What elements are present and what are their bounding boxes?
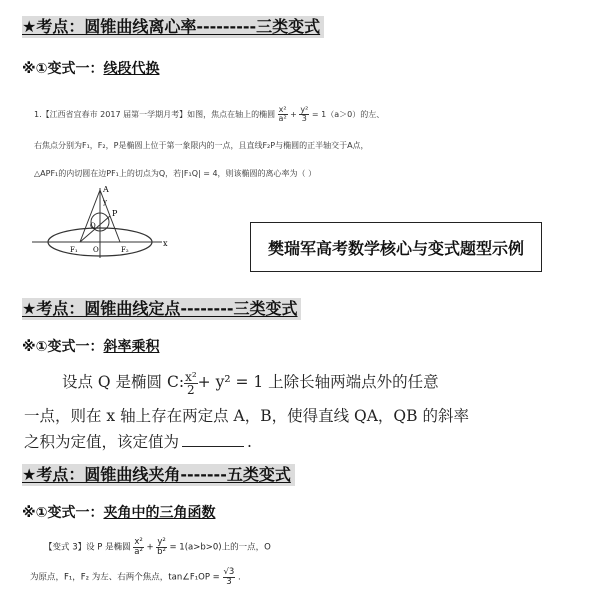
label-o: O <box>93 246 99 254</box>
label-x: x <box>163 239 168 248</box>
problem-2-line-3: 之积为定值，该定值为 . <box>24 433 252 451</box>
answer-blank <box>182 445 244 447</box>
problem-1-frac-1: $\frac{\text{x²}}{\text{a²}}$ <box>278 105 287 123</box>
problem-3-frac-2: $\frac{\text{y²}}{\text{b²}}$ <box>157 537 166 557</box>
variant-title-1: ※①变式一：线段代换 <box>22 61 160 77</box>
section-heading-angle: ★考点：圆锥曲线夹角-------五类变式 <box>22 462 295 485</box>
label-f2: F₂ <box>121 246 129 254</box>
problem-2-line-2: 一点，则在 x 轴上存在两定点 A，B，使得直线 QA，QB 的斜率 <box>24 407 469 425</box>
problem-2-frac: $\frac{\text{x²}}{2}$ <box>185 369 197 397</box>
label-q: Q <box>90 222 96 230</box>
problem-3-frac-1: $\frac{\text{x²}}{\text{a²}}$ <box>134 537 143 557</box>
line-f1-a <box>80 190 100 242</box>
label-p: P <box>112 209 118 218</box>
label-f1: F₁ <box>70 246 78 254</box>
problem-3-frac-3: $\frac{√3}{3}$ <box>223 567 235 587</box>
section-heading-fixed-point: ★考点：圆锥曲线定点--------三类变式 <box>22 296 301 319</box>
label-y: y <box>103 198 107 206</box>
problem-1-line-2: 右焦点分别为F₁，F₂，P是椭圆上位于第一象限内的一点，且直线F₂P与椭圆的正半轴交于A点， <box>34 141 369 150</box>
ellipse-figure <box>30 182 170 260</box>
variant-title-3: ※①变式一：夹角中的三角函数 <box>22 505 216 521</box>
label-a: A <box>103 185 109 194</box>
section-heading-eccentricity: ★考点：圆锥曲线离心率---------三类变式 <box>22 14 324 37</box>
problem-2-line-1: 设点 Q 是椭圆 C: $\frac{\text{x²}}{2}$ + y² = 1 上除长轴两端点外的任意 <box>62 369 439 397</box>
problem-1-frac-2: $\frac{\text{y²}}{3}$ <box>300 105 309 123</box>
overlay-caption-box <box>250 222 542 272</box>
problem-1-line-3: △APF₁的内切圆在边PF₁上的切点为Q，若|F₁Q| = 4，则该椭圆的离心率为（ ） <box>34 169 317 178</box>
problem-3-line-1: 【变式 3】设 P 是椭圆 $\frac{\text{x²}}{\text{a²}}$ + $\frac{\text{y²}}{\text{b²}}$ = 1(a>b>0)上的一点，O <box>44 537 271 557</box>
overlay-caption: 樊瑞军高考数学核心与变式题型示例 <box>267 238 524 258</box>
problem-1-line-1: 1.【江西省宜春市 2017 届第一学期月考】如图，焦点在轴上的椭圆 $\frac{\text{x²}}{\text{a²}}$ + $\frac{\text{y²}}{3}$ = 1（a＞0）的左、 <box>34 105 385 123</box>
problem-3-line-2: 为原点，F₁，F₂ 为左、右两个焦点，tan∠F₁OP = $\frac{√3}{3}$ . <box>30 567 241 587</box>
variant-title-2: ※①变式一：斜率乘积 <box>22 339 160 355</box>
